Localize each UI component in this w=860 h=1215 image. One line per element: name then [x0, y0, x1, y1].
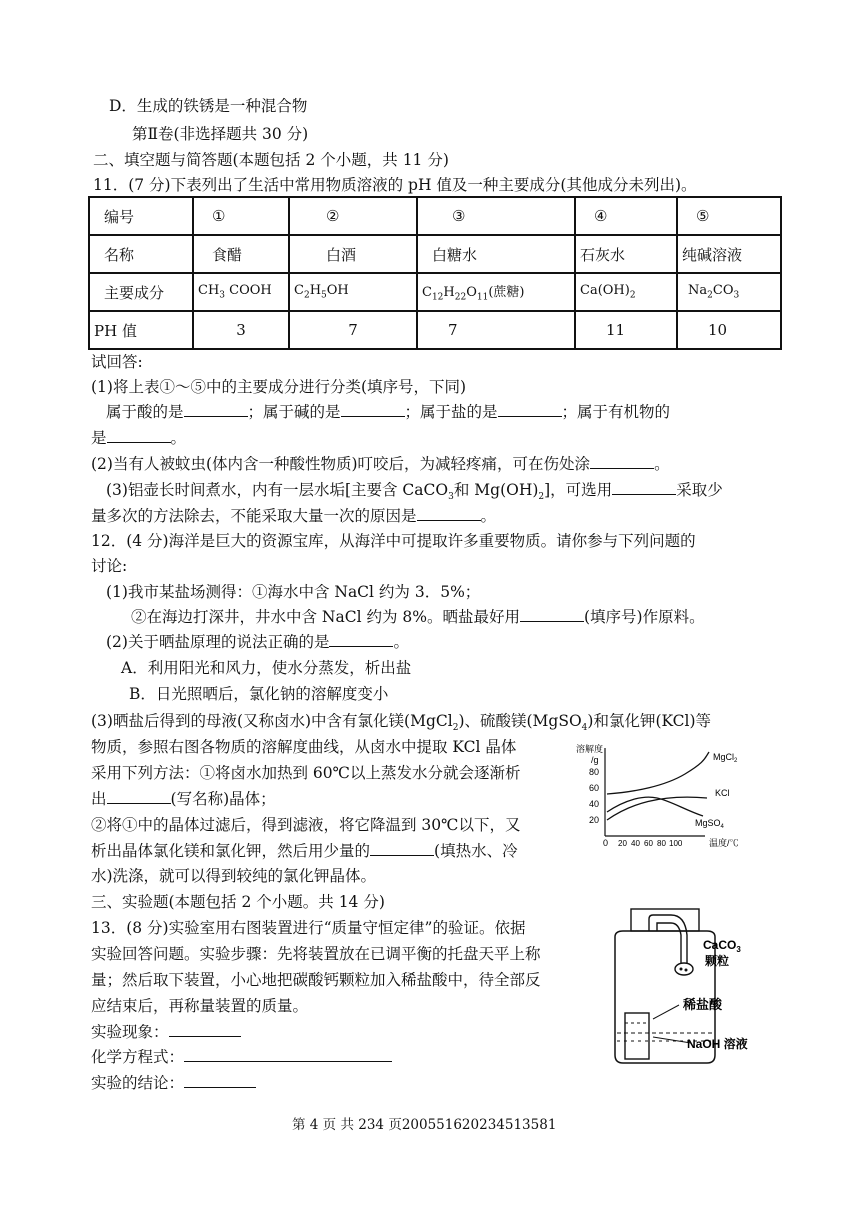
part3-heading: 三、实验题(本题包括 2 个小题。共 14 分): [91, 893, 385, 911]
table-cell: ①: [193, 197, 289, 235]
table-cell: 纯碱溶液: [677, 235, 781, 273]
table-row: [89, 311, 781, 349]
series-label-mgcl2: MgCl$_2$: [713, 752, 738, 764]
q13-l2: 实验回答问题。实验步骤：先将装置放在已调平衡的托盘天平上称: [91, 945, 541, 963]
q12-part3-l5: ②将①中的晶体过滤后，得到滤液，将它降温到 30℃以下，又: [91, 816, 521, 834]
q13-phenomenon: [91, 1022, 241, 1042]
table-cell: ④: [575, 197, 677, 235]
label: (写名称)晶体；: [170, 790, 276, 808]
q13-l4: 应结束后，再称量装置的质量。: [91, 997, 309, 1015]
q12-part3-l3: 采用下列方法：①将卤水加热到 60℃以上蒸发水分就会逐渐析: [91, 764, 521, 782]
table-cell: ③: [417, 197, 575, 235]
page-footer: 第 4 页 共 234 页20055162023451358​1: [292, 1117, 557, 1133]
part2-heading: 二、填空题与简答题(本题包括 2 个小题，共 11 分): [93, 151, 449, 169]
label: )和氯化钾(KCl)等: [587, 712, 712, 730]
tick-label: 0: [603, 838, 609, 848]
tick-label: 20: [618, 839, 627, 848]
label: 实验的结论：: [91, 1074, 185, 1092]
option-b: B．日光照晒后，氯化钠的溶解度变小: [129, 685, 389, 703]
table-cell: 7: [417, 311, 575, 349]
row-header: PH 值: [89, 311, 193, 349]
table-cell: 石灰水: [575, 235, 677, 273]
tick-label: 60: [589, 783, 600, 793]
table-cell: $Ca(OH)_2$: [575, 273, 677, 311]
label: (2)当有人被蚊虫(体内含一种酸性物质)叮咬后，为减轻疼痛，可在伤处涂: [91, 455, 591, 473]
label: 采取少: [676, 481, 723, 499]
table-cell: $C_{12}H_{22}O_{11}$(蔗糖): [417, 273, 575, 311]
label-granule: 颗粒: [705, 954, 730, 968]
label: 量多次的方法除去，不能采取大量一次的原因是: [91, 507, 417, 525]
row-header: 编号: [89, 197, 193, 235]
q12-part3-l7: 水)洗涤，就可以得到较纯的氯化钾晶体。: [91, 867, 377, 885]
table-cell: 11: [575, 311, 677, 349]
label: ；属于碱的是: [247, 403, 341, 421]
answer-blank[interactable]: [329, 632, 393, 647]
table-cell: 3: [193, 311, 289, 349]
table-row: [89, 235, 781, 273]
label: 。: [480, 507, 497, 525]
option-a: A．利用阳光和风力，使水分蒸发，析出盐: [121, 659, 412, 677]
section-title: 第Ⅱ卷(非选择题共 30 分): [132, 125, 309, 143]
label: 是: [91, 429, 107, 447]
table-cell: $CH_3$ COOH: [193, 273, 289, 311]
series-label-mgso4: MgSO$_4$: [695, 818, 724, 830]
answer-blank[interactable]: [520, 607, 584, 622]
q12-part3: (3)晒盐后得到的母液(又称卤水)中含有氯化镁(MgCl$_2$)、硫酸镁(MgSO$_4$)和氯化钾(KCl)等: [91, 712, 712, 734]
y-axis-unit: /g: [591, 755, 599, 765]
q12-part3-l6: [91, 841, 518, 861]
table-cell: 白糖水: [417, 235, 575, 273]
table-cell-note: (蔗糖): [488, 285, 525, 301]
q11-part3: (3)铝壶长时间煮水，内有一层水垢[主要含 CaCO$_3$和 $Mg(OH)_2$]，可选用 采取少: [106, 481, 723, 503]
label: (2)关于晒盐原理的说法正确的是: [106, 633, 330, 651]
q11-stem: 11．(7 分)下表列出了生活中常用物质溶液的 pH 值及一种主要成分(其他成分未列出)。: [93, 176, 697, 194]
q12-part1: (1)我市某盐场测得：①海水中含 NaCl 约为 3．5%；: [106, 583, 481, 601]
tube-inner: [657, 923, 681, 965]
q12-stem-cont: 讨论:: [91, 557, 128, 575]
answer-blank[interactable]: [169, 1022, 241, 1037]
ph-table: [88, 196, 782, 350]
q11-part1: (1)将上表①～⑤中的主要成分进行分类(填序号，下同): [91, 378, 467, 396]
label: 。: [654, 455, 670, 473]
q11-part1-cont: [91, 428, 186, 448]
label: ②在海边打深井，井水中含 NaCl 约为 8%。晒盐最好用: [131, 608, 520, 626]
answer-blank[interactable]: [417, 506, 481, 521]
answer-blank[interactable]: [612, 480, 676, 495]
answer-blank[interactable]: [107, 428, 171, 443]
balloon: [675, 963, 693, 975]
series-label-kcl: KCl: [715, 788, 730, 798]
tick-label: 80: [589, 767, 600, 777]
label: (3)铝壶长时间煮水，内有一层水垢[主要含 CaCO: [106, 481, 449, 499]
answer-blank[interactable]: [498, 402, 562, 417]
row-header: 名称: [89, 235, 193, 273]
label: 。: [170, 429, 187, 447]
q13-conclusion: [91, 1073, 256, 1093]
answer-blank[interactable]: [184, 1073, 256, 1088]
tick-label: 60: [644, 839, 653, 848]
tick-label: 80: [657, 839, 666, 848]
table-cell: 7: [289, 311, 417, 349]
test-tube: [625, 1013, 649, 1059]
table-row: [89, 273, 781, 311]
solubility-graph: [575, 740, 775, 852]
q13-l3: 量；然后取下装置，小心地把碳酸钙颗粒加入稀盐酸中，待全部反: [91, 971, 541, 989]
tick-label: 20: [589, 815, 600, 825]
tick-label: 40: [631, 839, 640, 848]
tick-label: 100: [669, 839, 683, 848]
table-cell: 食醋: [193, 235, 289, 273]
label: ]，可选用: [544, 481, 613, 499]
label: (填序号)作原料。: [584, 608, 705, 626]
label: 属于酸的是: [106, 403, 184, 421]
q11-part1-categories: [106, 402, 670, 422]
table-cell: 10: [677, 311, 781, 349]
apparatus-diagram: [595, 905, 795, 1075]
table-cell: ⑤: [677, 197, 781, 235]
kcl-curve: [607, 797, 707, 820]
label: 出: [91, 790, 107, 808]
answer-blank[interactable]: [341, 402, 405, 417]
q12-part3-l2: 物质，参照右图各物质的溶解度曲线，从卤水中提取 KCl 晶体: [91, 738, 517, 756]
table-row: [89, 197, 781, 235]
label: (3)晒盐后得到的母液(又称卤水)中含有氯化镁(MgCl: [91, 712, 453, 730]
label: 化学方程式：: [91, 1048, 185, 1066]
answer-blank[interactable]: [184, 1047, 392, 1062]
label: 析出晶体氯化镁和氯化钾，然后用少量的: [91, 842, 371, 860]
label-naoh: NaOH 溶液: [687, 1037, 748, 1051]
answer-intro: 试回答:: [91, 353, 143, 371]
x-axis-label: 温度/℃: [709, 838, 739, 848]
q13-l1: 13．(8 分)实验室用右图装置进行“质量守恒定律”的验证。依据: [91, 919, 526, 937]
label: )、硫酸镁(MgSO: [458, 712, 582, 730]
q12-stem: 12．(4 分)海洋是巨大的资源宝库，从海洋中可提取许多重要物质。请你参与下列问题的: [91, 532, 696, 550]
label: 实验现象：: [91, 1023, 169, 1041]
mgcl2-curve: [607, 752, 709, 794]
label: (填热水、冷: [434, 842, 518, 860]
q12-part2: [106, 632, 409, 652]
bottle-neck: [631, 909, 699, 931]
q13-equation: [91, 1047, 392, 1067]
q11-part2: [91, 454, 670, 474]
answer-blank[interactable]: [184, 402, 248, 417]
label: ；属于盐的是: [404, 403, 498, 421]
table-cell: ②: [289, 197, 417, 235]
tick-label: 40: [589, 799, 600, 809]
q12-part1b: [131, 607, 705, 627]
answer-blank[interactable]: [370, 841, 434, 856]
label-caco3: CaCO$_3$: [703, 938, 741, 954]
y-axis-label: 溶解度: [576, 744, 604, 754]
label: ；属于有机物的: [561, 403, 671, 421]
row-header: 主要成分: [89, 273, 193, 311]
option-d: D．生成的铁锈是一种混合物: [109, 97, 308, 115]
table-cell: $C_2H_5OH$: [289, 273, 417, 311]
answer-blank[interactable]: [590, 454, 654, 469]
label: 。: [393, 633, 409, 651]
label: 和 Mg(OH): [453, 481, 539, 499]
table-cell: 白酒: [289, 235, 417, 273]
q11-part3-cont: [91, 506, 496, 526]
table-cell: $Na_2CO_3$: [677, 273, 781, 311]
q12-part3-l4: [91, 789, 276, 809]
label-acid: 稀盐酸: [683, 997, 723, 1012]
answer-blank[interactable]: [107, 789, 171, 804]
